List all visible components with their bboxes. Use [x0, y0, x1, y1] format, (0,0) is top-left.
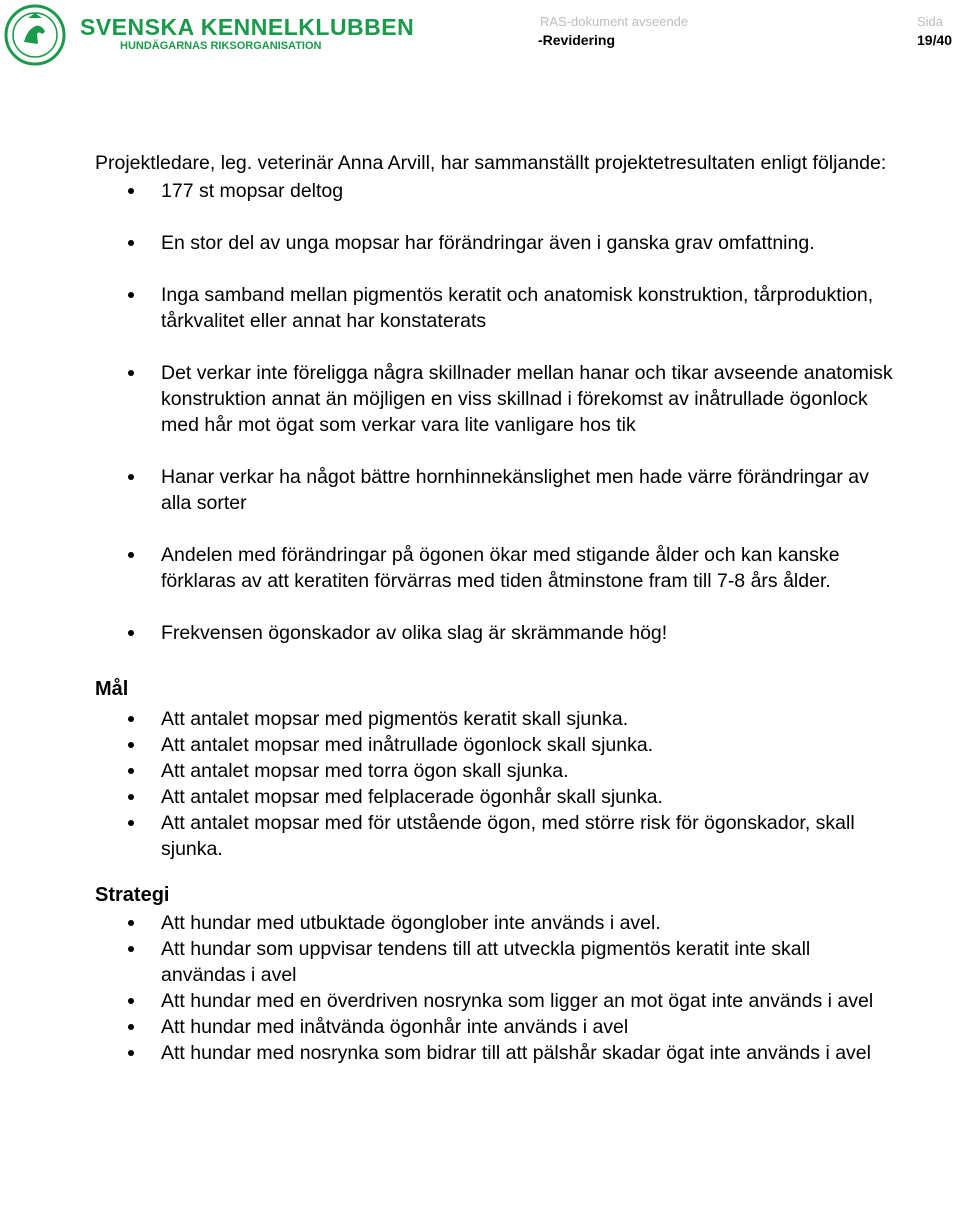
list-item: Frekvensen ögonskador av olika slag är skrämmande hög! — [95, 620, 895, 646]
document-body — [95, 150, 895, 1066]
page-label: Sida — [917, 14, 944, 29]
kennel-club-seal-icon — [4, 4, 66, 66]
page-number: 19/40 — [917, 32, 953, 48]
list-item: 177 st mopsar deltog — [95, 178, 895, 204]
results-list — [95, 178, 895, 646]
org-name: SVENSKA KENNELKLUBBEN — [80, 14, 415, 40]
intro-paragraph: Projektledare, leg. veterinär Anna Arvill, har sammanställt projektetresultaten enligt följande: — [95, 152, 887, 174]
list-item: Att antalet mopsar med pigmentös keratit skall sjunka. — [95, 706, 895, 732]
list-item: Att hundar med inåtvända ögonhår inte används i avel — [95, 1014, 895, 1040]
list-item: En stor del av unga mopsar har förändringar även i ganska grav omfattning. — [95, 230, 895, 256]
goals-list — [95, 706, 895, 862]
list-item: Att hundar med utbuktade ögonglober inte används i avel. — [95, 910, 895, 936]
org-subtitle: HUNDÄGARNAS RIKSORGANISATION — [120, 40, 322, 52]
list-item: Hanar verkar ha något bättre hornhinnekänslighet men hade värre förändringar av alla sorter — [95, 464, 895, 516]
list-item: Inga samband mellan pigmentös keratit och anatomisk konstruktion, tårproduktion, tårkvalitet eller annat har konstaterats — [95, 282, 895, 334]
list-item: Att antalet mopsar med torra ögon skall sjunka. — [95, 758, 895, 784]
list-item: Att hundar med nosrynka som bidrar till att pälshår skadar ögat inte används i avel — [95, 1040, 895, 1066]
list-item: Att hundar med en överdriven nosrynka som ligger an mot ögat inte används i avel — [95, 988, 895, 1014]
strategy-list — [95, 910, 895, 1066]
goals-heading: Mål — [95, 678, 129, 700]
list-item: Att antalet mopsar med inåtrullade ögonlock skall sjunka. — [95, 732, 895, 758]
doc-type: RAS-dokument avseende — [540, 14, 689, 29]
page-header — [0, 0, 960, 80]
list-item: Att antalet mopsar med felplacerade ögonhår skall sjunka. — [95, 784, 895, 810]
list-item: Det verkar inte föreligga några skillnader mellan hanar och tikar avseende anatomisk konstruktion annat än möjligen en viss skillnad i förekomst av inåtrullade ögonlock med hår mot ögat som verkar vara lite vanligare hos tik — [95, 360, 895, 438]
doc-status: -Revidering — [538, 32, 616, 48]
list-item: Att hundar som uppvisar tendens till att utveckla pigmentös keratit inte skall användas i avel — [95, 936, 895, 988]
list-item: Andelen med förändringar på ögonen ökar med stigande ålder och kan kanske förklaras av att keratiten förvärras med tiden åtminstone fram till 7-8 års ålder. — [95, 542, 895, 594]
list-item: Att antalet mopsar med för utstående ögon, med större risk för ögonskador, skall sjunka. — [95, 810, 895, 862]
strategy-heading: Strategi — [95, 884, 170, 906]
